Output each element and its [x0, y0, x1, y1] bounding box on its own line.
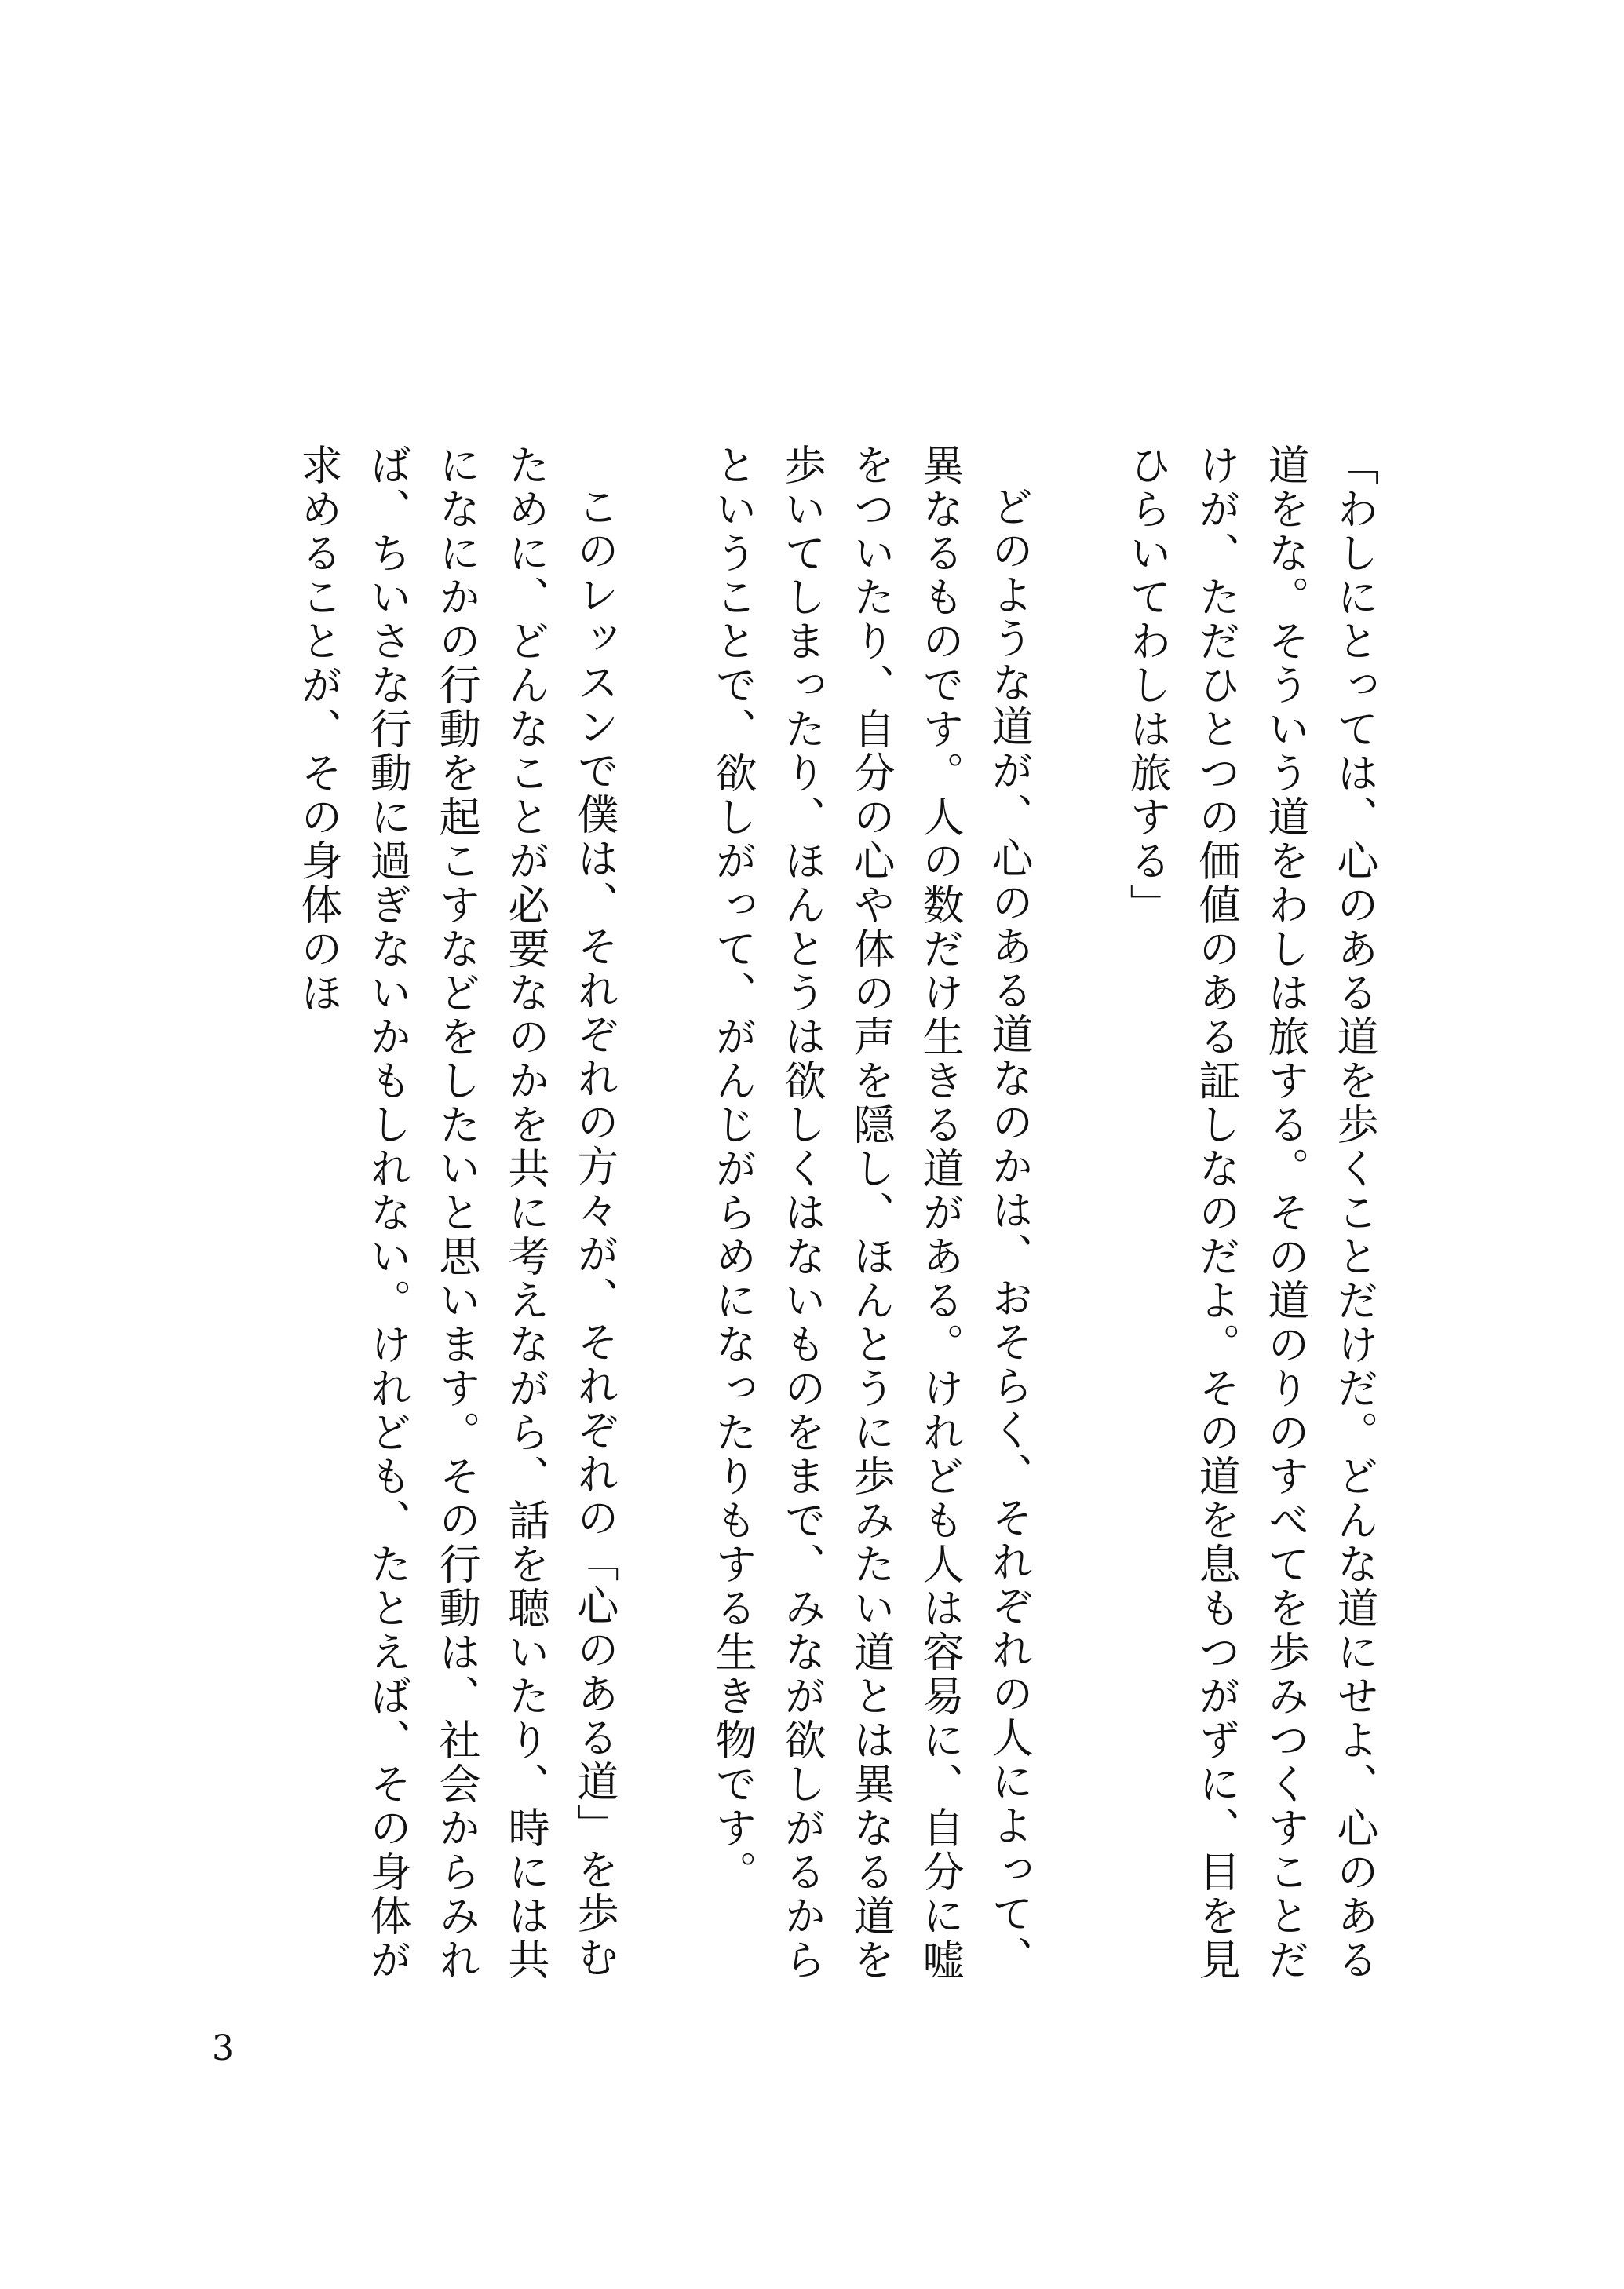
paragraph-spacer — [1043, 444, 1112, 1982]
paragraph-spacer — [629, 444, 698, 1982]
page-number: 3 — [212, 2028, 234, 2068]
vertical-text-body — [211, 444, 1389, 1982]
body-paragraph: どのような道が、心のある道なのかは、おそらく、それぞれの人によって、異なるものです。人の数だけ生きる道がある。けれども人は容易に、自分に嘘をついたり、自分の心や体の声を隠し、ほんとうに歩みたい道とは異なる道を歩いてしまったり、ほんとうは欲しくはないものをまで、みなが欲しがるからということで、欲しがって、がんじがらめになったりもする生き物です。 — [709, 444, 1033, 1982]
quote-paragraph: 「わしにとっては、心のある道を歩くことだけだ。どんな道にせよ、心のある道をな。そういう道をわしは旅する。その道のりのすべてを歩みつくすことだけが、ただひとつの価値のある証しなのだよ。その道を息もつがずに、目を見ひらいてわしは旅する」 — [1123, 444, 1378, 1982]
body-paragraph: このレッスンで僕は、それぞれの方々が、それぞれの「心のある道」を歩むために、どんなことが必要なのかを共に考えながら、話を聴いたり、時には共になにかの行動を起こすなどをしたいと思います。その行動は、社会からみれば、ちいさな行動に過ぎないかもしれない。けれども、たとえば、その身体が求めることが、その身体のほ — [294, 444, 619, 1982]
